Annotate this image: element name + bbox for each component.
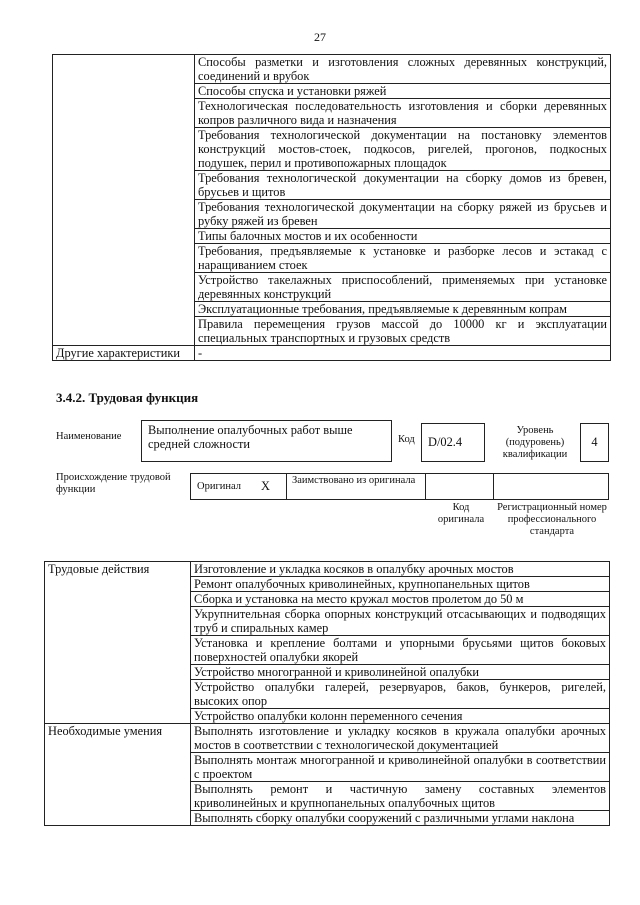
level-label: Уровень (подуровень) квалификации <box>502 425 568 460</box>
knowledge-item: Способы разметки и изготовления сложных деревянных конструкций, соединений и врубок <box>195 55 611 84</box>
actions-label: Трудовые действия <box>45 562 191 724</box>
level-box <box>580 423 609 462</box>
name-label: Наименование <box>56 431 122 442</box>
knowledge-item: Устройство такелажных приспособлений, применяемых при установке деревянных конструкций <box>195 273 611 302</box>
knowledge-item: Требования технологической документации на постановку элементов конструкций мостов-стоек, подкосов, ригелей, прогонов, подкосных подушек, перил и противопожарных площадок <box>195 128 611 171</box>
page-number: 27 <box>314 30 326 44</box>
function-code-box <box>421 423 485 462</box>
skill-item: Выполнять сборку опалубки сооружений с различными углами наклона <box>191 811 610 826</box>
action-item: Изготовление и укладка косяков в опалубку арочных мостов <box>191 562 610 577</box>
action-item: Сборка и установка на место кружал мостов пролетом до 50 м <box>191 592 610 607</box>
skill-item: Выполнять монтаж многогранной и криволинейной опалубки в соответствии с проектом <box>191 753 610 782</box>
knowledge-item: Типы балочных мостов и их особенности <box>195 229 611 244</box>
skills-label: Необходимые умения <box>45 724 191 826</box>
knowledge-item: Требования, предъявляемые к установке и разборке лесов и эстакад с наращиванием стоек <box>195 244 611 273</box>
function-code-value: D/02.4 <box>428 435 463 449</box>
other-characteristics-label: Другие характеристики <box>53 346 195 361</box>
origin-code-caption: Код оригинала <box>437 502 485 525</box>
action-item: Укрупнительная сборка опорных конструкций отсасывающих и подводящих труб и спиральных камер <box>191 607 610 636</box>
function-name-value: Выполнение опалубочных работ выше средней сложности <box>148 423 353 451</box>
skill-row <box>45 724 610 753</box>
origin-label: Происхождение трудовой функции <box>56 472 171 495</box>
borrowed-label: Заимствовано из оригинала <box>292 475 416 486</box>
knowledge-item: Требования технологической документации на сборку ряжей из брусьев и рубку ряжей из бревен <box>195 200 611 229</box>
knowledge-item: Правила перемещения грузов массой до 10000 кг и эксплуатации специальных транспортных и грузовых средств <box>195 317 611 346</box>
knowledge-table <box>52 54 611 361</box>
other-characteristics-row <box>53 346 611 361</box>
action-row <box>45 562 610 577</box>
skill-item: Выполнять изготовление и укладку косяков в кружала опалубки арочных мостов в соответствии с технологической документацией <box>191 724 610 753</box>
section-heading: 3.4.2. Трудовая функция <box>56 390 199 405</box>
origin-row <box>190 473 609 500</box>
action-item: Ремонт опалубочных криволинейных, крупнопанельных щитов <box>191 577 610 592</box>
action-item: Устройство опалубки колонн переменного сечения <box>191 709 610 724</box>
reg-number-caption: Регистрационный номер профессионального стандарта <box>497 502 607 537</box>
knowledge-item: Технологическая последовательность изготовления и сборки деревянных копров различного вида и назначения <box>195 99 611 128</box>
knowledge-item: Способы спуска и установки ряжей <box>195 84 611 99</box>
action-item: Устройство многогранной и криволинейной опалубки <box>191 665 610 680</box>
action-item: Устройство опалубки галерей, резервуаров, баков, бункеров, ригелей, высоких опор <box>191 680 610 709</box>
knowledge-row <box>53 55 611 84</box>
original-mark: X <box>261 479 270 493</box>
knowledge-label-cell <box>53 55 195 346</box>
code-label: Код <box>398 434 415 445</box>
function-name-box <box>141 420 392 462</box>
action-item: Установка и крепление болтами и упорными брусьями щитов боковых поверхностей опалубки якорей <box>191 636 610 665</box>
level-value: 4 <box>591 435 598 449</box>
actions-skills-table <box>44 561 610 826</box>
knowledge-item: Требования технологической документации на сборку домов из бревен, брусьев и щитов <box>195 171 611 200</box>
original-label: Оригинал <box>197 481 241 492</box>
skill-item: Выполнять ремонт и частичную замену составных элементов криволинейных и крупнопанельных опалубочных щитов <box>191 782 610 811</box>
other-characteristics-value: - <box>195 346 611 361</box>
knowledge-item: Эксплуатационные требования, предъявляемые к деревянным копрам <box>195 302 611 317</box>
